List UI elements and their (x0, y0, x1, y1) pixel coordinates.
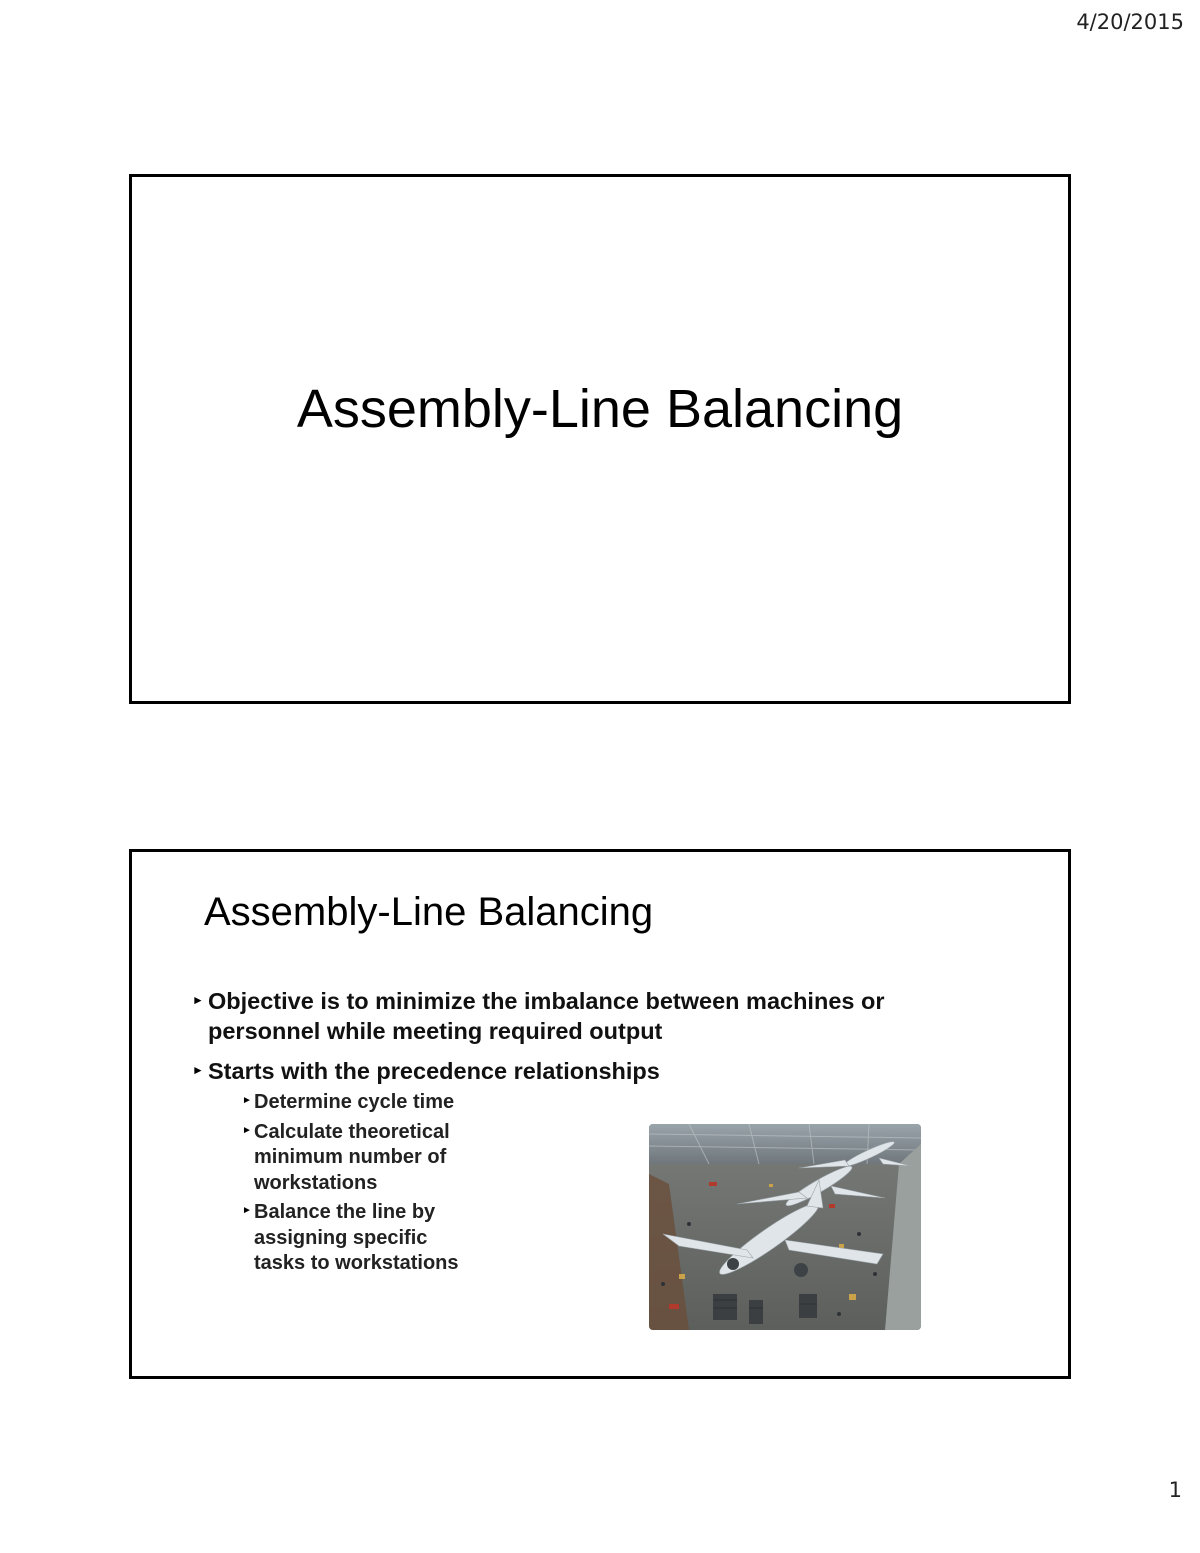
bullet-objective (192, 986, 912, 1046)
slide-1-title: Assembly-Line Balancing (296, 379, 904, 439)
bullet-text: Starts with the precedence relationships (208, 1058, 660, 1084)
sub-bullet-workstations (242, 1120, 482, 1197)
sub-bullet-balance (242, 1200, 482, 1277)
slide-1 (129, 174, 1071, 704)
triangle-bullet-icon: ► (242, 1205, 252, 1216)
assembly-line-photo-icon (649, 1124, 921, 1330)
triangle-bullet-icon: ► (192, 993, 204, 1007)
sub-bullet-list (242, 1090, 482, 1277)
sub-bullet-text: Balance the line by assigning specific tasks to workstations (254, 1201, 459, 1274)
triangle-bullet-icon: ► (242, 1095, 252, 1106)
header-date: 4/20/2015 (1076, 10, 1184, 34)
bullet-text: Objective is to minimize the imbalance between machines or personnel while meeting required output (208, 988, 885, 1044)
sub-bullet-cycle-time (242, 1090, 482, 1116)
sub-bullet-text: Determine cycle time (254, 1091, 455, 1113)
slide-2-title: Assembly-Line Balancing (204, 890, 654, 934)
slide-2 (129, 849, 1071, 1379)
aircraft-assembly-photo (649, 1124, 921, 1330)
triangle-bullet-icon: ► (192, 1063, 204, 1077)
triangle-bullet-icon: ► (242, 1124, 252, 1136)
page-number: 1 (1168, 1478, 1182, 1502)
sub-bullet-text: Calculate theoretical minimum number of workstations (254, 1120, 450, 1194)
